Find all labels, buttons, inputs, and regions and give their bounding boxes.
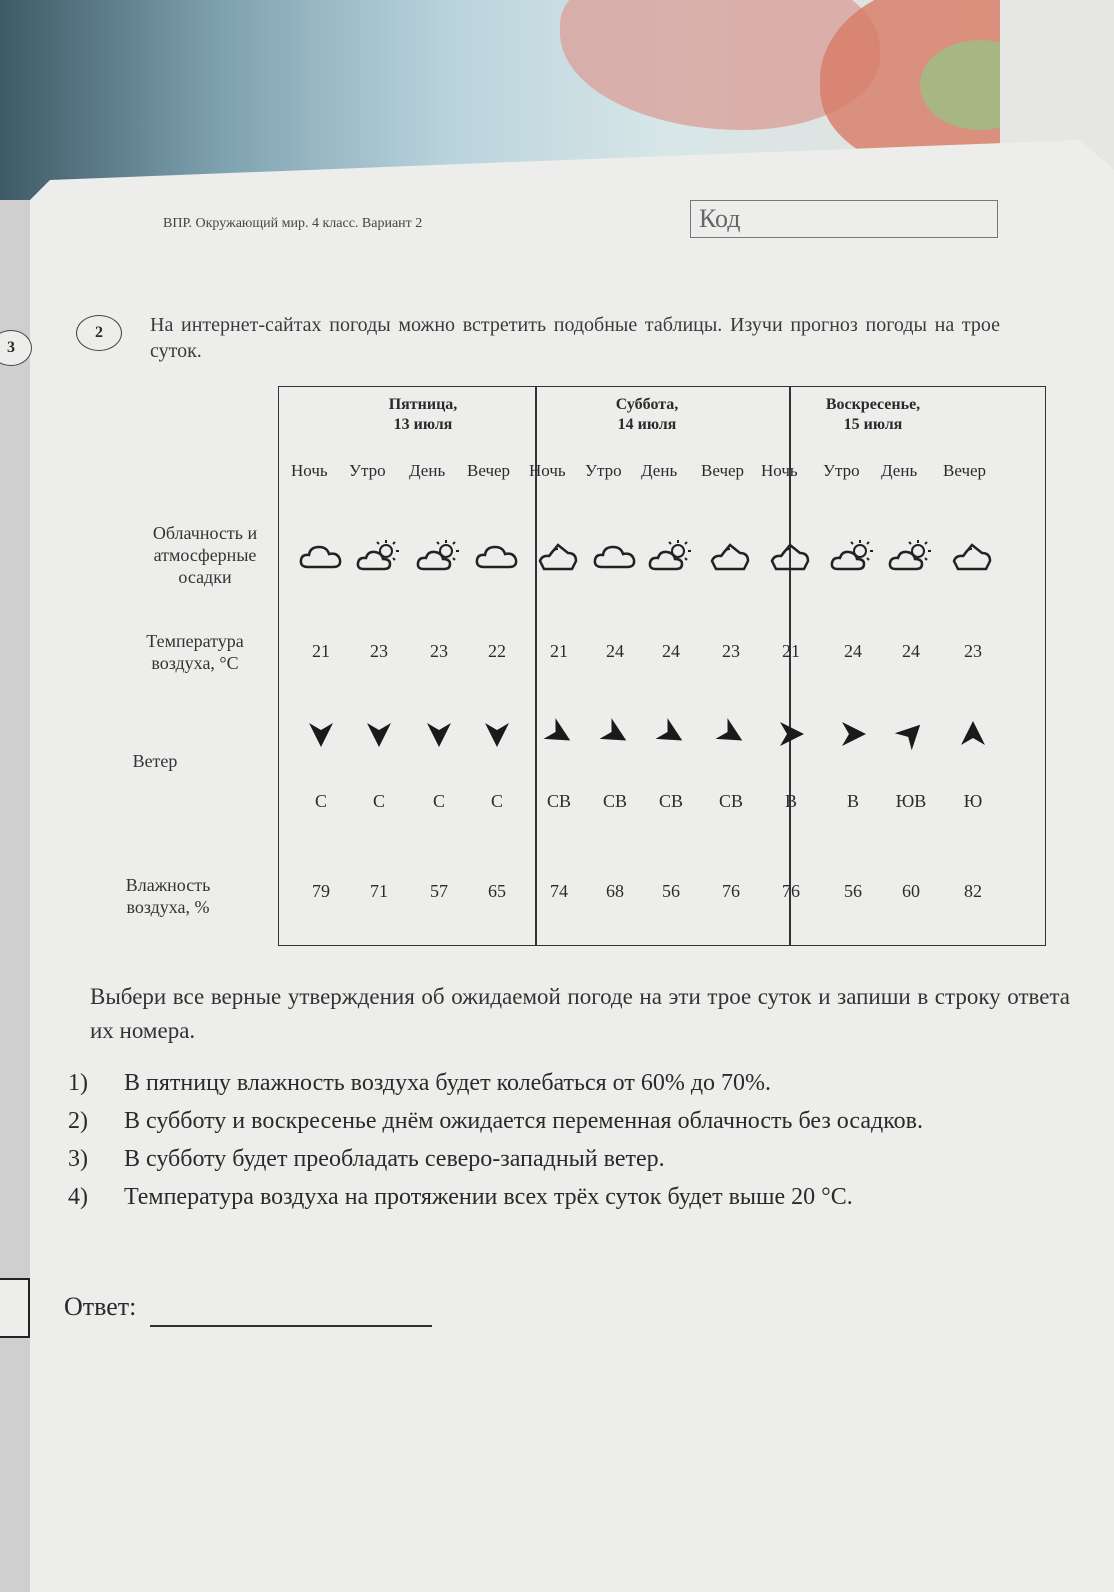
wind-direction-cell: ЮВ <box>895 791 927 811</box>
humidity-cell: 82 <box>964 881 982 901</box>
period-label: Утро <box>349 461 386 480</box>
period-label: Ночь <box>529 461 566 480</box>
humidity-cell: 60 <box>902 881 920 901</box>
humidity-cell: 71 <box>370 881 388 901</box>
day-header-sunday: Воскресенье, 15 июля <box>825 396 921 433</box>
wind-arrow-icon <box>362 717 396 751</box>
humidity-cell: 57 <box>430 881 448 901</box>
temperature-cell: 21 <box>312 641 330 661</box>
wind-arrow-icon <box>304 717 338 751</box>
cloud-icon <box>298 539 344 573</box>
page-header: ВПР. Окружающий мир. 4 класс. Вариант 2 <box>163 216 423 231</box>
weather-forecast-table <box>278 386 1046 946</box>
option-3: 3) В субботу будет преобладать северо-западный ветер. <box>68 1146 665 1172</box>
wind-arrow-icon <box>536 711 582 757</box>
wind-arrow-icon <box>422 717 456 751</box>
wind-direction-cell: В <box>784 791 797 811</box>
period-label: Вечер <box>467 461 511 480</box>
wind-arrow-icon <box>956 717 990 751</box>
humidity-cell: 76 <box>722 881 740 901</box>
outer-question-marker: 3 <box>0 330 32 366</box>
answer-label: Ответ: <box>64 1292 137 1321</box>
row-label-temperature: Температура воздуха, °С <box>146 631 244 673</box>
code-label: Код <box>699 204 741 233</box>
humidity-cell: 56 <box>844 881 862 901</box>
wind-direction-cell: СВ <box>718 791 743 811</box>
wind-direction-cell: СВ <box>602 791 627 811</box>
answer-options <box>68 1064 1068 1216</box>
code-box <box>690 200 998 238</box>
cloud-icon <box>474 539 520 573</box>
period-label: День <box>409 461 446 480</box>
temperature-cell: 23 <box>370 641 388 661</box>
wind-direction-cell: СВ <box>546 791 571 811</box>
temperature-cell: 22 <box>488 641 506 661</box>
temperature-cell: 24 <box>662 641 680 661</box>
wind-arrow-icon <box>887 710 935 758</box>
temperature-cell: 21 <box>550 641 568 661</box>
temperature-cell: 24 <box>606 641 624 661</box>
question-intro: На интернет-сайтах погоды можно встретить подобные таблицы. Изучи прогноз погоды на трое суток. <box>150 314 1000 362</box>
row-label-wind: Ветер <box>132 751 178 771</box>
cloud-rain-icon <box>708 539 754 573</box>
humidity-cell: 56 <box>662 881 680 901</box>
wind-direction-cell: С <box>372 791 385 811</box>
temperature-cell: 23 <box>430 641 448 661</box>
cloud-sun-icon <box>888 539 934 573</box>
humidity-cell: 76 <box>782 881 800 901</box>
cloud-sun-icon <box>416 539 462 573</box>
humidity-cell: 68 <box>606 881 624 901</box>
period-label: Утро <box>585 461 622 480</box>
humidity-cell: 79 <box>312 881 330 901</box>
row-label-clouds: Облачность и атмосферные осадки <box>152 523 258 587</box>
option-2: 2) В субботу и воскресенье днём ожидается переменная облачность без осадков. <box>68 1108 923 1134</box>
temperature-cell: 24 <box>844 641 862 661</box>
humidity-cell: 74 <box>550 881 568 901</box>
wind-arrow-icon <box>774 717 808 751</box>
cloud-rain-icon <box>768 539 814 573</box>
period-label: Ночь <box>291 461 328 480</box>
period-label: Ночь <box>761 461 798 480</box>
wind-direction-cell: Ю <box>963 791 983 811</box>
cloud-sun-icon <box>356 539 402 573</box>
option-1: 1) В пятницу влажность воздуха будет колебаться от 60% до 70%. <box>68 1070 772 1096</box>
period-label: День <box>641 461 678 480</box>
period-label: Утро <box>823 461 860 480</box>
temperature-cell: 21 <box>782 641 800 661</box>
answer-field[interactable] <box>150 1325 432 1327</box>
cloud-sun-icon <box>648 539 694 573</box>
wind-direction-cell: С <box>314 791 327 811</box>
period-label: Вечер <box>943 461 987 480</box>
cloud-rain-icon <box>950 539 996 573</box>
period-label: Вечер <box>701 461 745 480</box>
day-header-saturday: Суббота, 14 июля <box>615 396 679 433</box>
day-header-friday: Пятница, 13 июля <box>388 396 458 433</box>
wind-arrow-icon <box>836 717 870 751</box>
wind-arrow-icon <box>708 711 754 757</box>
wind-direction-cell: СВ <box>658 791 683 811</box>
temperature-cell: 23 <box>722 641 740 661</box>
cloud-rain-icon <box>536 539 582 573</box>
question-number: 2 <box>76 315 122 351</box>
cloud-icon <box>592 539 638 573</box>
wind-direction-cell: В <box>846 791 859 811</box>
task-text: Выбери все верные утверждения об ожидаемой погоде на эти трое суток и запиши в строку ответа их номера. <box>90 984 1070 1043</box>
wind-arrow-icon <box>480 717 514 751</box>
period-label: День <box>881 461 918 480</box>
wind-arrow-icon <box>592 711 638 757</box>
cloud-sun-icon <box>830 539 876 573</box>
wind-direction-cell: С <box>490 791 503 811</box>
temperature-cell: 23 <box>964 641 982 661</box>
wind-direction-cell: С <box>432 791 445 811</box>
wind-arrow-icon <box>648 711 694 757</box>
option-4: 4) Температура воздуха на протяжении всех трёх суток будет выше 20 °С. <box>68 1184 853 1210</box>
row-label-humidity: Влажность воздуха, % <box>125 875 211 917</box>
temperature-cell: 24 <box>902 641 920 661</box>
score-box <box>0 1278 30 1338</box>
humidity-cell: 65 <box>488 881 506 901</box>
